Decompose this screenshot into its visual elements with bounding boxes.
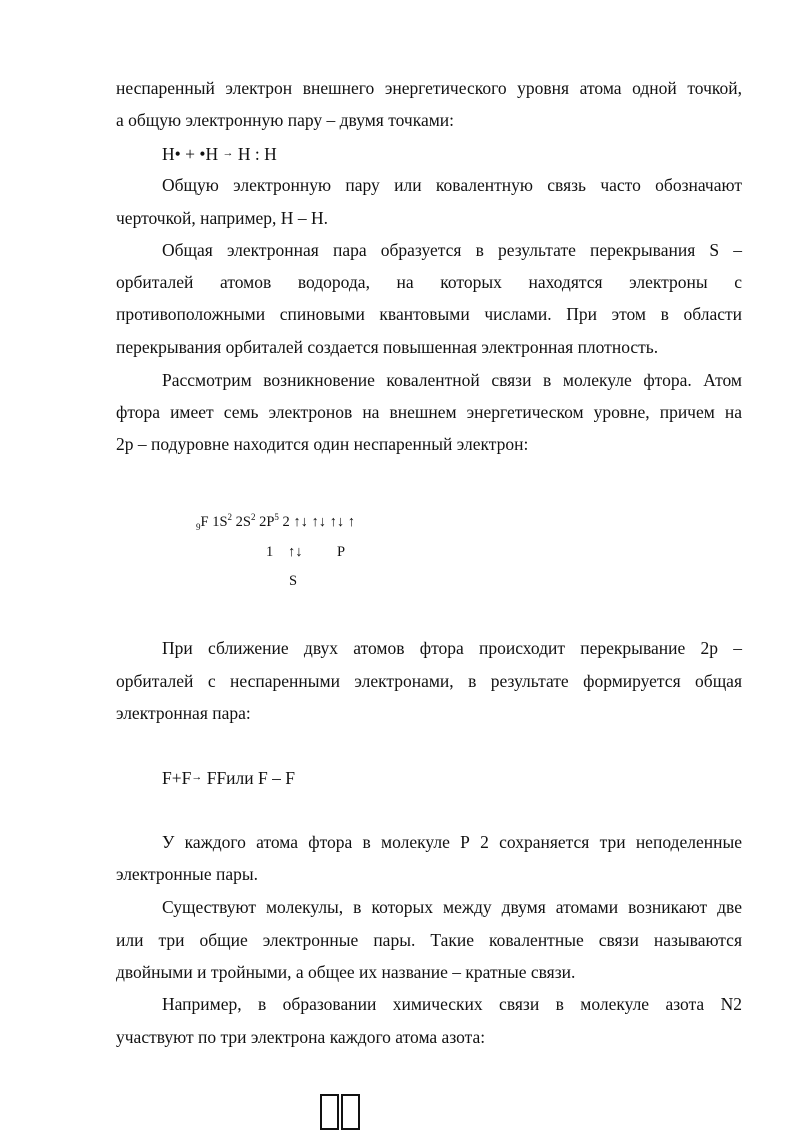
formula-left: F+F [162,768,192,788]
config-row-2-number: 1 [266,544,274,560]
text-line: электронные пары. [116,864,258,884]
config-sup: 2 [250,512,256,523]
orbital-cell [320,1094,339,1130]
config-text: F 1S [200,514,228,530]
text-line: орбиталей с неспаренными электронами, в результате формируется общая [116,671,742,691]
formula-right: FFили F – F [206,768,295,788]
text-line: Существуют молекулы, в которых между двумя атомами возникают две [162,897,742,917]
formula-h2 [162,137,277,170]
config-sup: 5 [274,512,279,523]
config-text: 2 ↑↓ ↑↓ ↑↓ ↑ [278,514,356,530]
text-line: черточкой, например, H – H. [116,208,328,228]
text-line: 2p – подуровне находится один неспаренный электрон: [116,434,529,454]
text-line: Общую электронную пару или ковалентную связь часто обозначают [162,175,742,195]
electron-config-row [196,512,355,532]
config-row-3-label: S [289,573,298,589]
text-line: фтора имеет семь электронов на внешнем энергетическом уровне, причем на [116,402,742,422]
text-line: участвуют по три электрона каждого атома азота: [116,1027,486,1047]
text-line: перекрывания орбиталей создается повышенная электронная плотность. [116,337,659,357]
text-line: При сближение двух атомов фтора происходит перекрывание 2p – [162,638,742,658]
text-line: двойными и тройными, а общее их название – кратные связи. [116,962,576,982]
text-line: или три общие электронные пары. Такие ковалентные связи называются [116,930,742,950]
formula-left: H• + •H [162,144,219,164]
text-line: Например, в образовании химических связи в молекуле азота N2 [162,994,742,1014]
config-sup: 2 [227,512,233,523]
config-row-2-label: P [337,544,346,560]
text-line: орбиталей атомов водорода, на которых находятся электроны с [116,272,742,292]
arrow-icon: → [222,147,234,159]
config-text: 2P [255,514,275,530]
formula-right: H : H [237,144,277,164]
config-text: 2S [232,514,251,530]
text-line: а общую электронную пару – двумя точками: [116,110,455,130]
formula-f2 [162,761,295,794]
text-line: Рассмотрим возникновение ковалентной связи в молекуле фтора. Атом [162,370,742,390]
text-line: неспаренный электрон внешнего энергетического уровня атома одной точкой, [116,78,742,98]
text-line: электронная пара: [116,703,251,723]
arrow-icon: → [191,771,203,783]
text-line: У каждого атома фтора в молекуле Р 2 сохраняется три неподеленные [162,832,742,852]
atomic-number: 9 [196,521,201,532]
text-line: Общая электронная пара образуется в результате перекрывания S – [162,240,742,260]
config-row-2-arrows: ↑↓ [288,544,303,560]
orbital-cell [341,1094,360,1130]
text-line: противоположными спиновыми квантовыми числами. При этом в области [116,304,742,324]
